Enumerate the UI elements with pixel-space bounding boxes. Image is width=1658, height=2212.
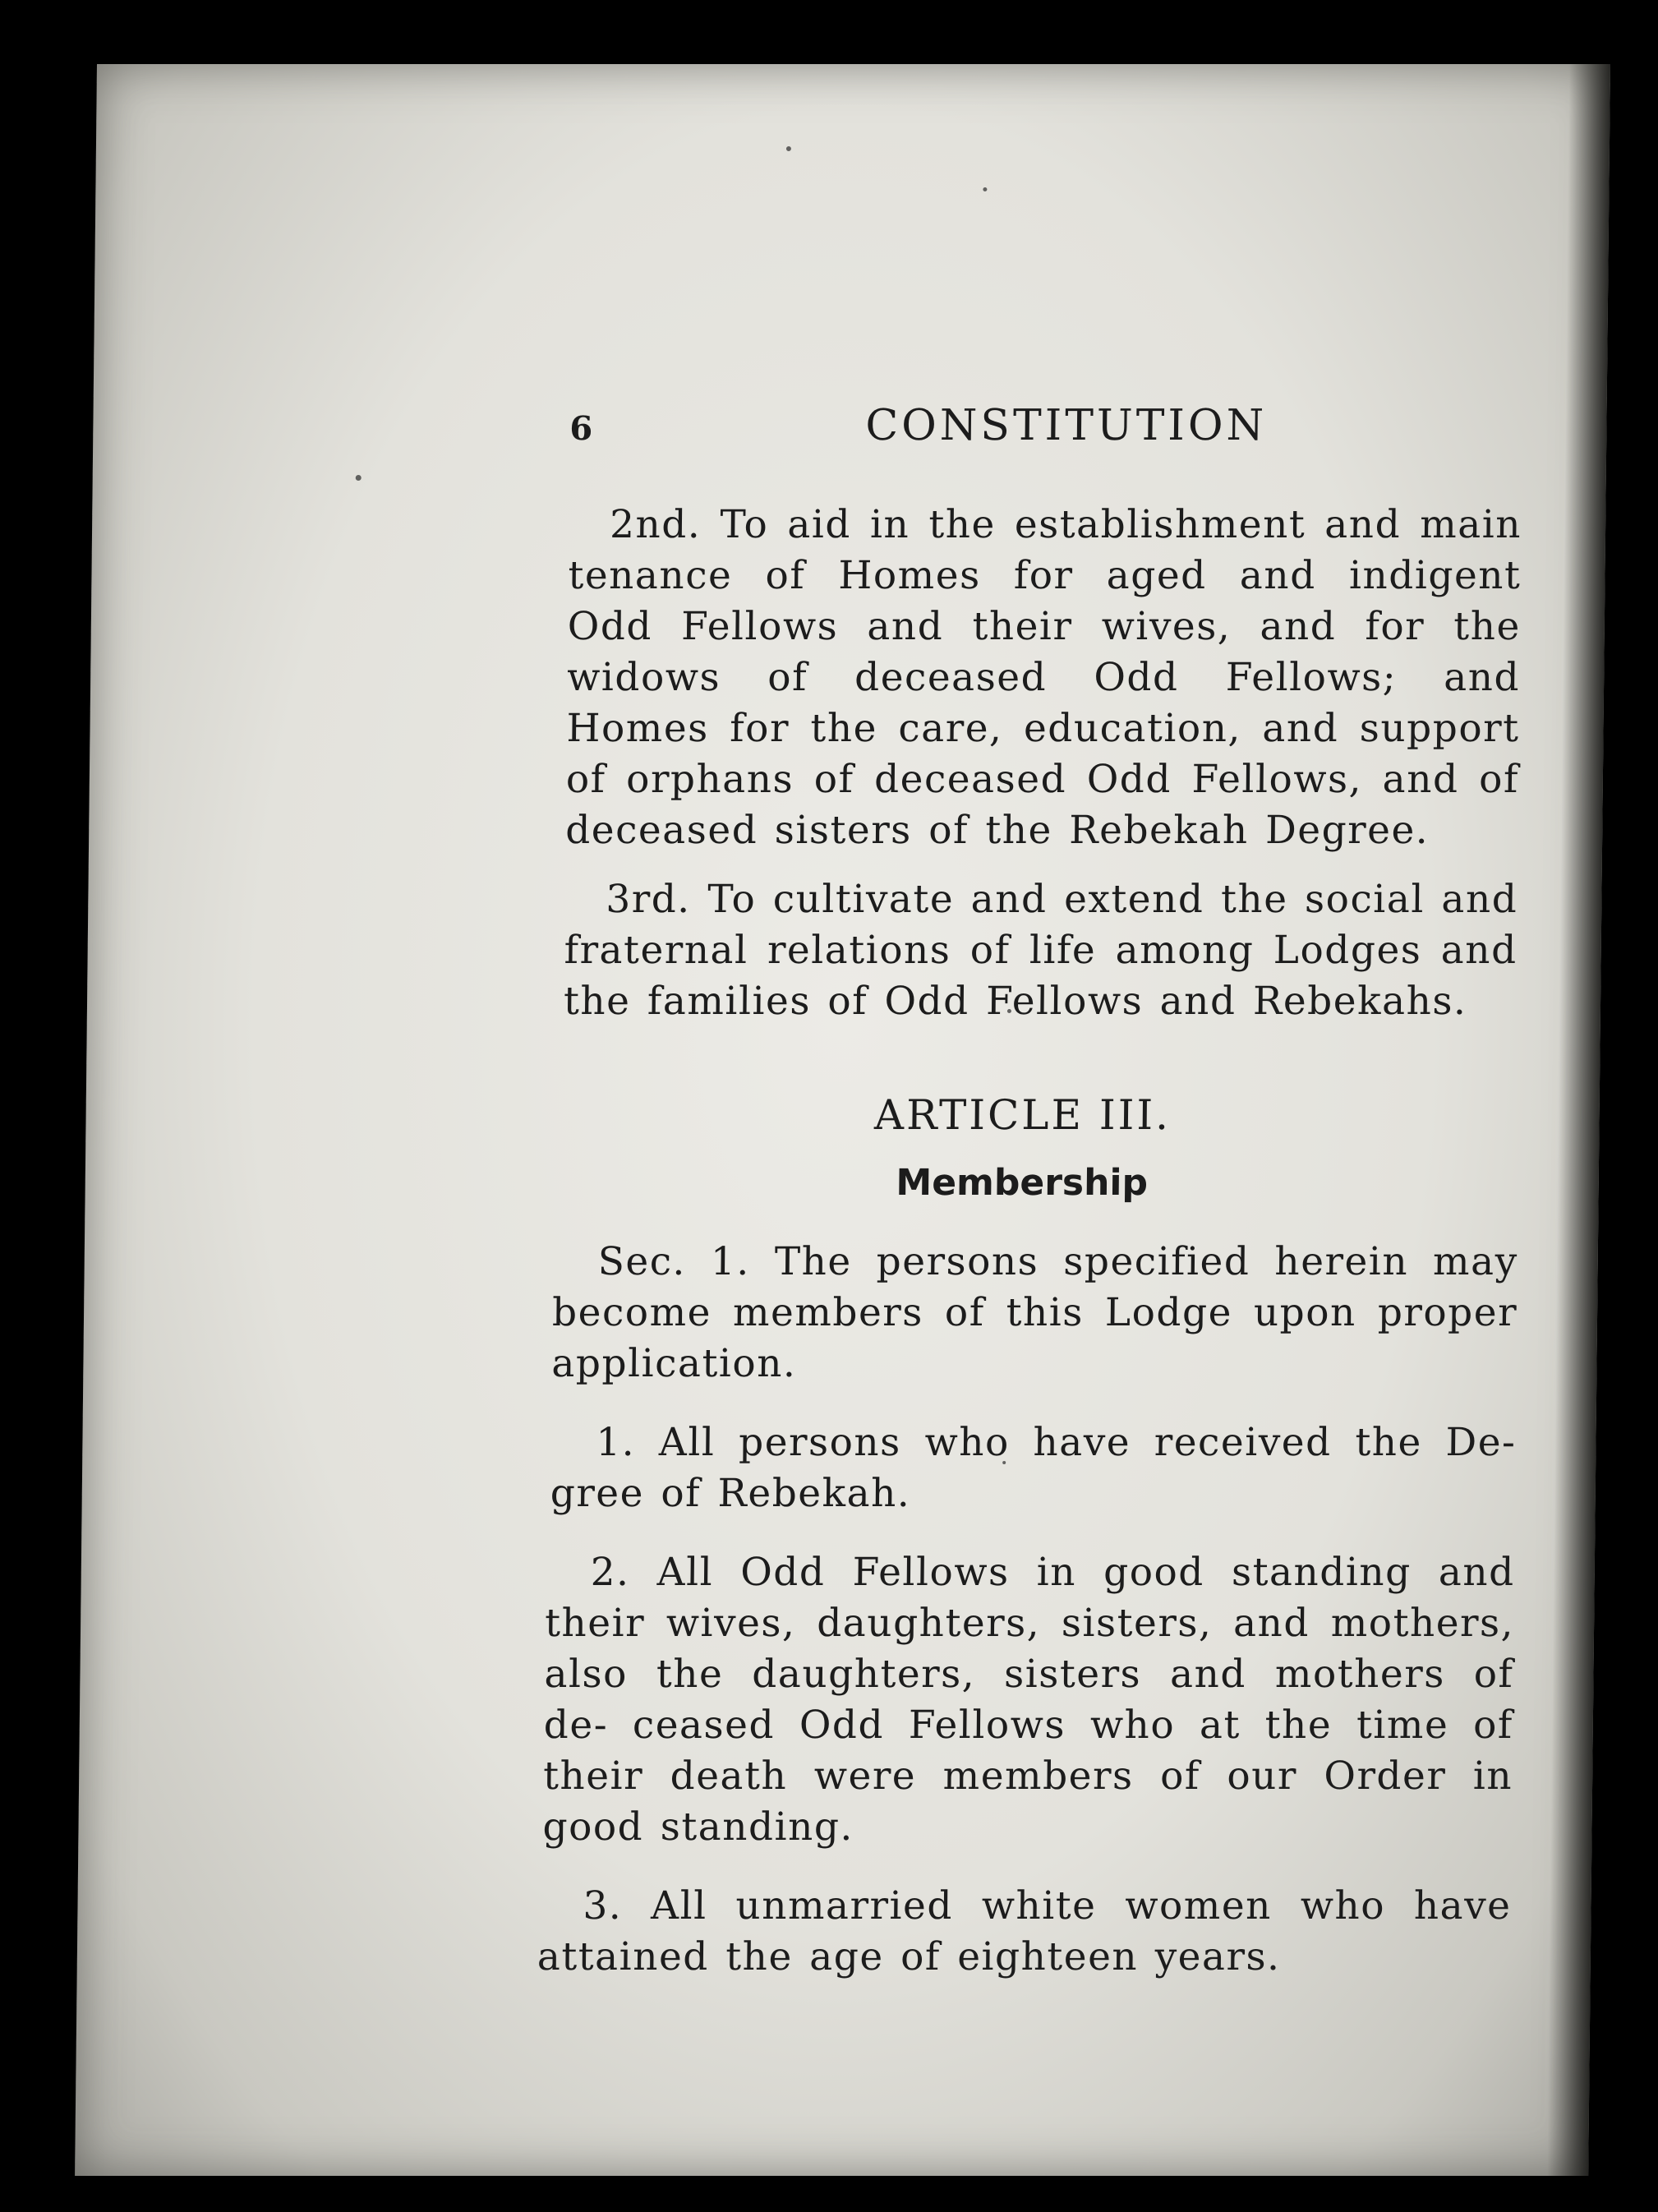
page-number: 6	[569, 409, 596, 448]
page-edge-shadow	[1547, 64, 1610, 2176]
section-title: Membership	[896, 1162, 1149, 1204]
clause-1-paragraph: 1. All persons who have received the De- gree of Rebekah.	[550, 1420, 1517, 1516]
book-page	[75, 64, 1610, 2176]
article-heading: ARTICLE III.	[873, 1091, 1172, 1139]
running-title: CONSTITUTION	[865, 401, 1268, 450]
scan-speck	[983, 187, 987, 191]
clause-3-paragraph: 3. All unmarried white women who have attained the age of eighteen years.	[537, 1883, 1512, 1979]
scan-speck	[356, 475, 362, 481]
scan-speck	[786, 146, 791, 151]
running-head	[471, 401, 1540, 459]
clause-2-paragraph: 2. All Odd Fellows in good standing and their wives, daughters, sisters, and mothers, also the daughters, sisters and mothers of de- ceased Odd Fellows who at the time of their death were members of our Order in good standing.	[542, 1550, 1516, 1850]
page-text-block	[455, 401, 1540, 1983]
section-1-paragraph: Sec. 1. The persons specified herein may become members of this Lodge upon proper application.	[551, 1239, 1519, 1386]
paragraph-third-object: 3rd. To cultivate and extend the social and fraternal relations of life among Lodges and the families of Odd Fellows and Rebekahs.	[563, 877, 1518, 1024]
paragraph-second-object: 2nd. To aid in the establishment and main tenance of Homes for aged and indigent Odd Fellows and their wives, and for the widows of deceased Odd Fellows; and Homes for the care, education, and support of orphans of deceased Odd Fellows, and of deceased sisters of the Rebekah Degree.	[564, 502, 1522, 853]
